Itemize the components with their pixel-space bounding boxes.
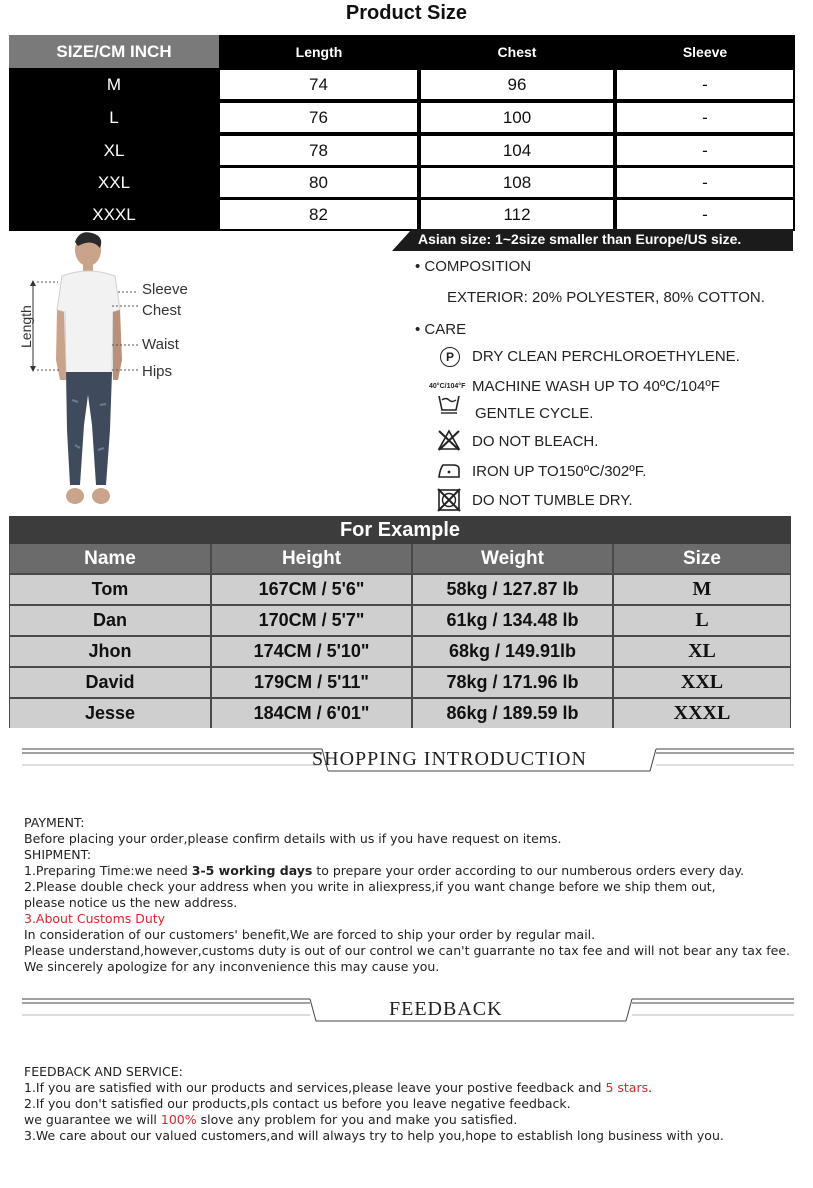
chest-column-header: Chest bbox=[497, 43, 537, 60]
machine-wash-text: MACHINE WASH UP TO 40ºC/104ºF bbox=[472, 378, 720, 395]
name-column-header: Name bbox=[10, 544, 210, 573]
size-column-header: SIZE/CM INCH bbox=[9, 35, 219, 68]
length-column-header: Length bbox=[295, 43, 343, 60]
five-stars-highlight: 5 stars bbox=[605, 1080, 649, 1095]
example-size-cell: XXXL bbox=[614, 699, 790, 728]
gentle-cycle-text: GENTLE CYCLE. bbox=[475, 405, 594, 422]
feedback-heading: FEEDBACK AND SERVICE: bbox=[24, 1064, 183, 1079]
working-days-highlight: 3-5 working days bbox=[191, 863, 313, 878]
example-name-cell: Jhon bbox=[10, 637, 210, 666]
shipment-heading: SHIPMENT: bbox=[24, 847, 92, 862]
shopping-banner bbox=[22, 745, 794, 775]
composition-heading: • COMPOSITION bbox=[415, 258, 532, 275]
customs-line-3: We sincerely apologize for any inconvenience this may cause you. bbox=[24, 959, 440, 974]
example-height-cell: 170CM / 5'7" bbox=[212, 606, 411, 635]
example-size-cell: XL bbox=[614, 637, 790, 666]
sleeve-column-header: Sleeve bbox=[682, 43, 728, 60]
size-length-cell: 78 bbox=[220, 136, 417, 165]
example-title: For Example bbox=[9, 516, 791, 544]
size-chart-title: Product Size bbox=[345, 2, 468, 24]
size-sleeve-cell: - bbox=[617, 136, 793, 165]
feedback-banner bbox=[22, 995, 794, 1025]
example-weight-cell: 58kg / 127.87 lb bbox=[413, 575, 612, 604]
wash-temp-label: 40°C/104°F bbox=[429, 383, 466, 390]
no-bleach-icon bbox=[437, 429, 461, 451]
feedback3-part-b: slove any problem for you and make you satisfied. bbox=[196, 1112, 518, 1127]
example-size-cell: XXL bbox=[614, 668, 790, 697]
customs-heading: 3.About Customs Duty bbox=[24, 911, 166, 926]
example-height-cell: 167CM / 5'6" bbox=[212, 575, 411, 604]
iron-icon bbox=[437, 461, 461, 479]
exterior-text: EXTERIOR: 20% POLYESTER, 80% COTTON. bbox=[447, 289, 765, 306]
hips-label: Hips bbox=[142, 363, 173, 380]
height-column-header: Height bbox=[212, 544, 411, 573]
example-weight-cell: 86kg / 189.59 lb bbox=[413, 699, 612, 728]
example-size-cell: M bbox=[614, 575, 790, 604]
feedback3-part-a: we guarantee we will bbox=[24, 1112, 161, 1127]
iron-text: IRON UP TO150ºC/302ºF. bbox=[472, 463, 647, 480]
care-heading: • CARE bbox=[415, 321, 467, 338]
ship1-part-a: 1.Preparing Time:we need bbox=[24, 863, 192, 878]
hundred-percent-highlight: 100% bbox=[160, 1112, 197, 1127]
no-tumble-dry-text: DO NOT TUMBLE DRY. bbox=[472, 492, 633, 509]
example-name-cell: Jesse bbox=[10, 699, 210, 728]
feedback1-part-a: 1.If you are satisfied with our products and services,please leave your postive feedback and bbox=[24, 1080, 606, 1095]
size-chest-cell: 100 bbox=[421, 103, 613, 132]
no-bleach-text: DO NOT BLEACH. bbox=[472, 433, 599, 450]
size-chest-cell: 96 bbox=[421, 70, 613, 99]
size-length-cell: 80 bbox=[220, 168, 417, 197]
sleeve-label: Sleeve bbox=[142, 281, 188, 298]
feedback-text bbox=[24, 1064, 724, 1144]
machine-wash-icon bbox=[437, 392, 461, 414]
shopping-introduction-text bbox=[24, 815, 790, 975]
size-sleeve-cell: - bbox=[617, 200, 793, 229]
size-chest-cell: 104 bbox=[421, 136, 613, 165]
size-row-label: L bbox=[109, 107, 119, 127]
example-height-cell: 179CM / 5'11" bbox=[212, 668, 411, 697]
size-length-cell: 76 bbox=[220, 103, 417, 132]
example-weight-cell: 61kg / 134.48 lb bbox=[413, 606, 612, 635]
shipment-line-2b: please notice us the new address. bbox=[24, 895, 238, 910]
size-row-label: XL bbox=[103, 140, 125, 160]
chest-label: Chest bbox=[142, 302, 182, 319]
size-length-cell: 74 bbox=[220, 70, 417, 99]
example-size-cell: L bbox=[614, 606, 790, 635]
size-sleeve-cell: - bbox=[617, 70, 793, 99]
feedback-line-3 bbox=[24, 1112, 724, 1128]
shopping-banner-text: SHOPPING INTRODUCTION bbox=[312, 748, 587, 770]
size-table bbox=[9, 35, 795, 231]
model-illustration bbox=[20, 230, 220, 515]
feedback-line-2: 2.If you don't satisfied our products,pls contact us before you leave negative feedback. bbox=[24, 1096, 571, 1111]
example-weight-cell: 78kg / 171.96 lb bbox=[413, 668, 612, 697]
waist-label: Waist bbox=[142, 336, 179, 353]
feedback-line-1 bbox=[24, 1080, 724, 1096]
shipment-line-2: 2.Please double check your address when you write in aliexpress,if you want change before we ship them out, bbox=[24, 879, 716, 894]
ship1-part-b: to prepare your order according to our numberous orders every day. bbox=[312, 863, 745, 878]
size-column-header-example: Size bbox=[614, 544, 790, 573]
size-row-label: XXXL bbox=[92, 204, 136, 224]
size-row-label: XXL bbox=[97, 172, 131, 192]
feedback-banner-text: FEEDBACK bbox=[389, 998, 503, 1020]
model-figure bbox=[20, 230, 220, 515]
length-label: Length bbox=[18, 305, 34, 348]
weight-column-header: Weight bbox=[413, 544, 612, 573]
dry-clean-icon: P bbox=[440, 347, 460, 367]
example-table bbox=[9, 544, 791, 728]
example-name-cell: Dan bbox=[10, 606, 210, 635]
example-name-cell: Tom bbox=[10, 575, 210, 604]
example-name-cell: David bbox=[10, 668, 210, 697]
size-sleeve-cell: - bbox=[617, 168, 793, 197]
size-chest-cell: 108 bbox=[421, 168, 613, 197]
shipment-line-1 bbox=[24, 863, 790, 879]
asian-size-text: Asian size: 1~2size smaller than Europe/US size. bbox=[418, 231, 742, 247]
example-height-cell: 184CM / 6'01" bbox=[212, 699, 411, 728]
payment-heading: PAYMENT: bbox=[24, 815, 85, 830]
dry-clean-text: DRY CLEAN PERCHLOROETHYLENE. bbox=[472, 348, 740, 365]
size-length-cell: 82 bbox=[220, 200, 417, 229]
size-chest-cell: 112 bbox=[421, 200, 613, 229]
feedback-line-4: 3.We care about our valued customers,and will always try to help you,hope to establish long business with you. bbox=[24, 1128, 724, 1143]
feedback1-part-b: . bbox=[648, 1080, 653, 1095]
asian-size-notice bbox=[392, 229, 793, 251]
no-tumble-dry-icon bbox=[437, 488, 461, 512]
example-height-cell: 174CM / 5'10" bbox=[212, 637, 411, 666]
example-weight-cell: 68kg / 149.91lb bbox=[413, 637, 612, 666]
customs-line-1: In consideration of our customers' benefit,We are forced to ship your order by regular mail. bbox=[24, 927, 596, 942]
size-row-label: M bbox=[106, 74, 122, 94]
customs-line-2: Please understand,however,customs duty is out of our control we can't guarrante no tax fee and will not bear any tax fee. bbox=[24, 943, 790, 958]
payment-text: Before placing your order,please confirm details with us if you have request on items. bbox=[24, 831, 562, 846]
size-sleeve-cell: - bbox=[617, 103, 793, 132]
